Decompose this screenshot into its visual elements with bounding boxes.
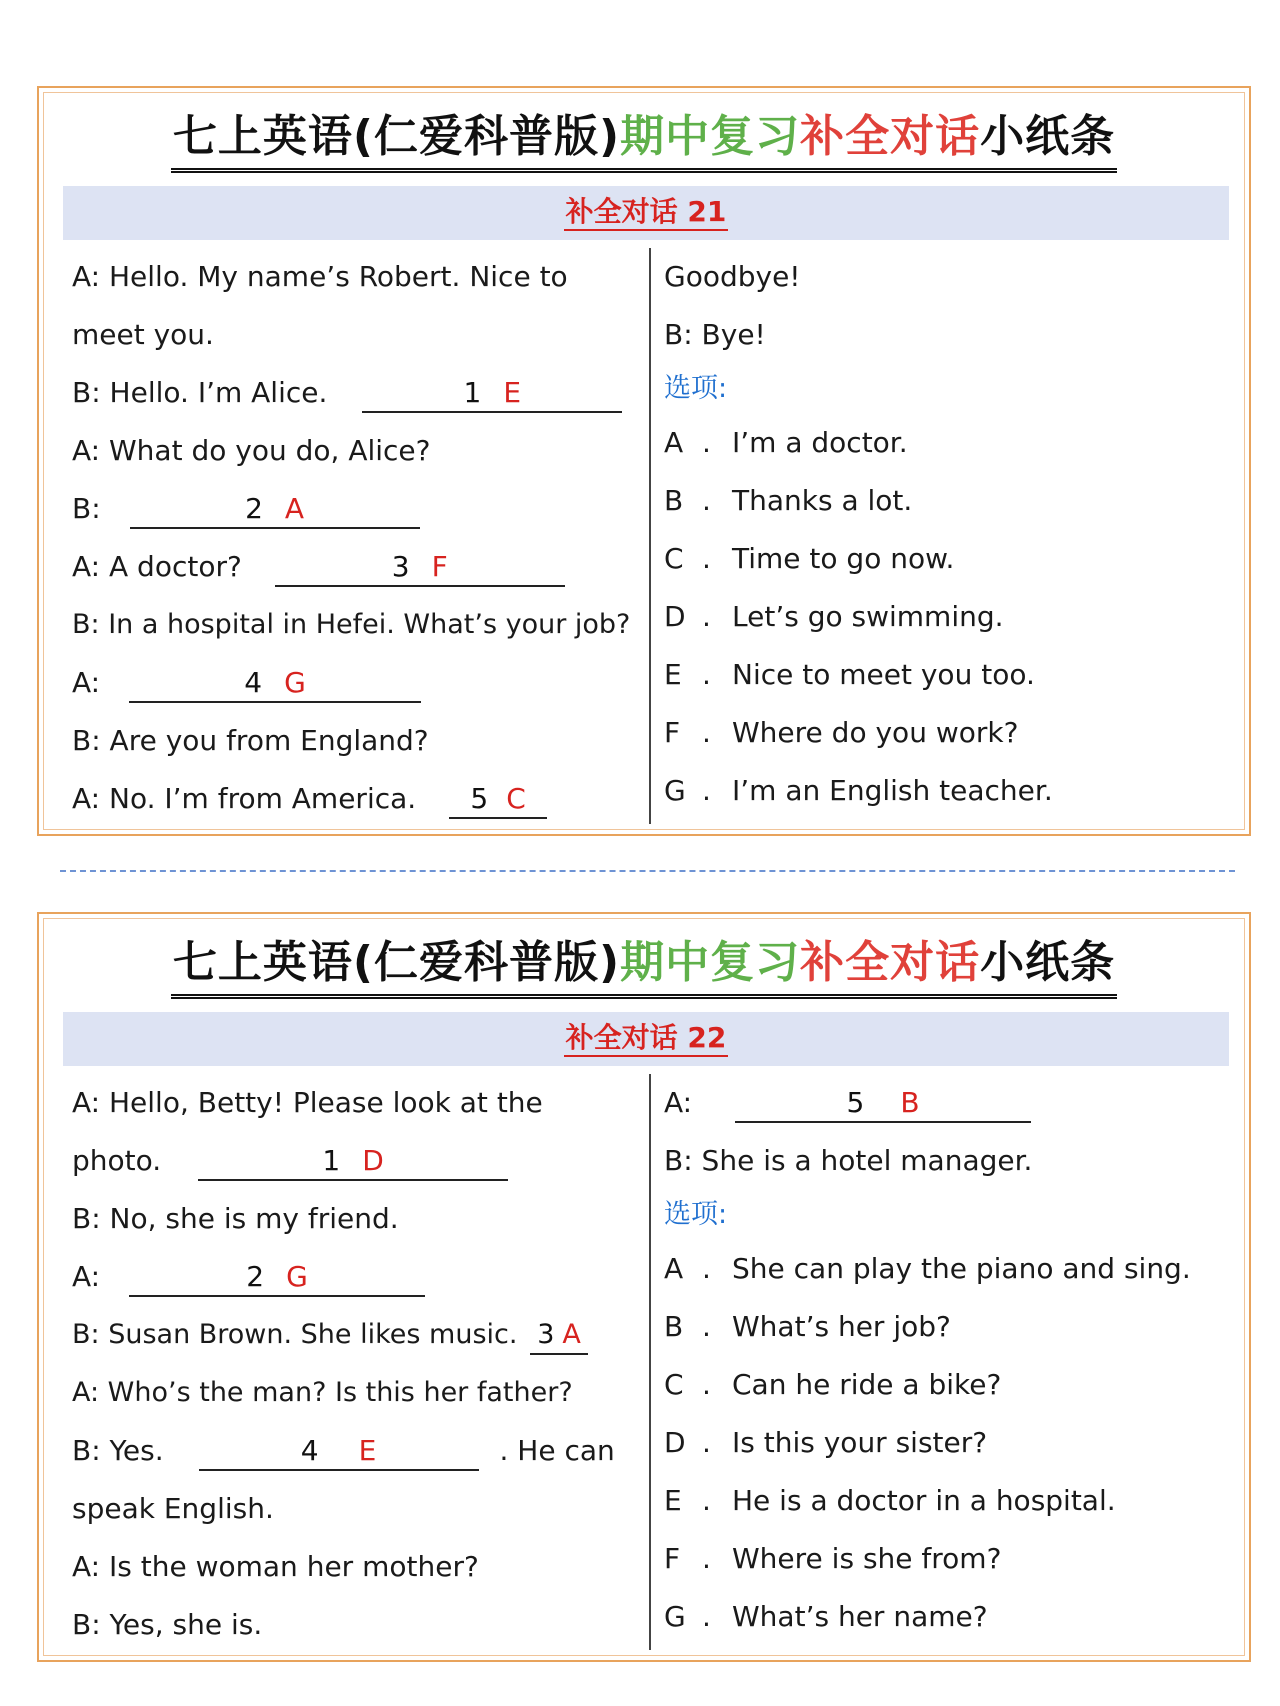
dialogue-line bbox=[72, 248, 642, 306]
answer-blank bbox=[275, 549, 565, 587]
column-divider bbox=[649, 248, 651, 824]
option-item: E . Nice to meet you too. bbox=[664, 646, 1234, 704]
dialogue-line bbox=[72, 306, 642, 364]
dialogue-line bbox=[664, 1074, 1234, 1132]
dialogue-line bbox=[72, 538, 642, 596]
dialogue-text: B: No, she is my friend. bbox=[72, 1202, 399, 1235]
options-heading: 选项: bbox=[664, 1199, 728, 1230]
option-text: Thanks a lot. bbox=[732, 484, 913, 517]
option-letter: C bbox=[664, 542, 684, 575]
dialogue-text: B: Bye! bbox=[664, 318, 766, 351]
dialogue-line bbox=[72, 596, 642, 654]
subtitle-bar bbox=[63, 1012, 1229, 1066]
option-text: She can play the piano and sing. bbox=[732, 1252, 1191, 1285]
blank-answer: E bbox=[503, 376, 522, 409]
dialogue-column bbox=[72, 1074, 642, 1654]
dialogue-text: B: She is a hotel manager. bbox=[664, 1144, 1033, 1177]
dialogue-line bbox=[664, 248, 1234, 306]
dialogue-line bbox=[664, 306, 1234, 364]
answer-blank bbox=[449, 781, 547, 819]
dialogue-column bbox=[72, 248, 642, 828]
dialogue-text: B: bbox=[72, 492, 101, 525]
blank-number: 1 bbox=[463, 376, 482, 409]
option-item: A . She can play the piano and sing. bbox=[664, 1240, 1234, 1298]
title-part-3: 补全对话 bbox=[800, 111, 981, 162]
dialogue-text: B: Susan Brown. She likes music. bbox=[72, 1319, 518, 1350]
blank-answer: C bbox=[506, 782, 526, 815]
dialogue-text: speak English. bbox=[72, 1492, 274, 1525]
subtitle-bar bbox=[63, 186, 1229, 240]
dialogue-line bbox=[72, 1364, 642, 1422]
card-title bbox=[39, 934, 1249, 999]
option-letter: C bbox=[664, 1368, 684, 1401]
dialogue-text: B: Yes. bbox=[72, 1434, 164, 1467]
answer-blank bbox=[362, 375, 622, 413]
option-item: G . I’m an English teacher. bbox=[664, 762, 1234, 820]
option-letter: G bbox=[664, 774, 686, 807]
dialogue-line bbox=[72, 1596, 642, 1654]
dialogue-line bbox=[72, 364, 642, 422]
dialogue-line bbox=[72, 770, 642, 828]
options-heading: 选项: bbox=[664, 373, 728, 404]
option-letter: F bbox=[664, 716, 681, 749]
dialogue-number: 补全对话 21 bbox=[564, 195, 729, 231]
answer-blank bbox=[129, 1259, 425, 1297]
blank-number: 2 bbox=[245, 492, 263, 525]
dialogue-line bbox=[664, 1132, 1234, 1190]
blank-number: 3 bbox=[537, 1319, 555, 1350]
blank-number: 4 bbox=[244, 666, 263, 699]
answer-blank bbox=[199, 1433, 479, 1471]
dialogue-line bbox=[72, 1306, 642, 1364]
dialogue-text: A: What do you do, Alice? bbox=[72, 434, 431, 467]
dialogue-text: A: Hello. My name’s Robert. Nice to bbox=[72, 260, 568, 293]
blank-answer: E bbox=[358, 1434, 377, 1467]
dialogue-text: B: Hello. I’m Alice. bbox=[72, 376, 328, 409]
title-part-4: 小纸条 bbox=[980, 111, 1116, 162]
option-item: D . Let’s go swimming. bbox=[664, 588, 1234, 646]
option-item: C . Can he ride a bike? bbox=[664, 1356, 1234, 1414]
dialogue-text: A: No. I’m from America. bbox=[72, 782, 417, 815]
options-column bbox=[664, 1074, 1234, 1646]
blank-answer: G bbox=[286, 1260, 308, 1293]
blank-answer: A bbox=[562, 1319, 581, 1350]
option-letter: B bbox=[664, 484, 684, 517]
blank-answer: F bbox=[431, 550, 448, 583]
option-text: Where do you work? bbox=[732, 716, 1019, 749]
option-item: C . Time to go now. bbox=[664, 530, 1234, 588]
worksheet-card-21 bbox=[37, 86, 1251, 836]
title-part-2: 期中复习 bbox=[620, 111, 801, 162]
option-letter: E bbox=[664, 1484, 682, 1517]
answer-blank bbox=[735, 1085, 1031, 1123]
answer-blank bbox=[198, 1143, 508, 1181]
blank-answer: B bbox=[900, 1086, 920, 1119]
option-item: D . Is this your sister? bbox=[664, 1414, 1234, 1472]
dialogue-text: A: bbox=[664, 1086, 693, 1119]
dialogue-text-after: . He can bbox=[499, 1434, 615, 1467]
option-text: Time to go now. bbox=[732, 542, 955, 575]
dialogue-number: 补全对话 22 bbox=[564, 1021, 729, 1057]
title-part-1: 七上英语(仁爱科普版) bbox=[172, 937, 621, 988]
dialogue-line bbox=[72, 422, 642, 480]
dialogue-text: photo. bbox=[72, 1144, 162, 1177]
option-letter: B bbox=[664, 1310, 684, 1343]
dialogue-line bbox=[72, 1480, 642, 1538]
option-letter: E bbox=[664, 658, 682, 691]
title-part-3: 补全对话 bbox=[800, 937, 981, 988]
option-item: F . Where do you work? bbox=[664, 704, 1234, 762]
option-text: Let’s go swimming. bbox=[732, 600, 1004, 633]
blank-number: 4 bbox=[300, 1434, 319, 1467]
option-item: A . I’m a doctor. bbox=[664, 414, 1234, 472]
dialogue-text: A: A doctor? bbox=[72, 550, 242, 583]
answer-blank bbox=[530, 1317, 588, 1355]
answer-blank bbox=[130, 491, 420, 529]
worksheet-card-22 bbox=[37, 912, 1251, 1662]
dialogue-line bbox=[72, 480, 642, 538]
title-part-2: 期中复习 bbox=[620, 937, 801, 988]
dialogue-line bbox=[72, 1074, 642, 1132]
dialogue-line bbox=[72, 1538, 642, 1596]
dialogue-text: A: Is the woman her mother? bbox=[72, 1550, 479, 1583]
title-part-4: 小纸条 bbox=[980, 937, 1116, 988]
blank-number: 1 bbox=[322, 1144, 341, 1177]
option-letter: D bbox=[664, 1426, 686, 1459]
blank-answer: A bbox=[284, 492, 305, 525]
column-divider bbox=[649, 1074, 651, 1650]
option-text: What’s her job? bbox=[732, 1310, 951, 1343]
answer-blank bbox=[129, 665, 421, 703]
option-item: B . What’s her job? bbox=[664, 1298, 1234, 1356]
dialogue-line bbox=[72, 1248, 642, 1306]
option-letter: G bbox=[664, 1600, 686, 1633]
dialogue-line bbox=[72, 1422, 642, 1480]
dialogue-text: A: Hello, Betty! Please look at the bbox=[72, 1086, 543, 1119]
dialogue-text: B: Yes, she is. bbox=[72, 1608, 263, 1641]
dialogue-line bbox=[72, 654, 642, 712]
dialogue-text: Goodbye! bbox=[664, 260, 801, 293]
card-title bbox=[39, 108, 1249, 173]
option-item: F . Where is she from? bbox=[664, 1530, 1234, 1588]
dialogue-text: B: Are you from England? bbox=[72, 724, 429, 757]
option-text: Where is she from? bbox=[732, 1542, 1002, 1575]
option-item: B . Thanks a lot. bbox=[664, 472, 1234, 530]
option-text: Can he ride a bike? bbox=[732, 1368, 1002, 1401]
blank-number: 5 bbox=[470, 782, 489, 815]
dashed-separator bbox=[60, 870, 1235, 872]
title-part-1: 七上英语(仁爱科普版) bbox=[172, 111, 621, 162]
blank-number: 5 bbox=[846, 1086, 865, 1119]
dialogue-text: A: bbox=[72, 1260, 101, 1293]
blank-number: 2 bbox=[246, 1260, 265, 1293]
option-item: E . He is a doctor in a hospital. bbox=[664, 1472, 1234, 1530]
blank-answer: D bbox=[362, 1144, 384, 1177]
dialogue-line bbox=[72, 712, 642, 770]
blank-number: 3 bbox=[391, 550, 410, 583]
option-text: Is this your sister? bbox=[732, 1426, 988, 1459]
option-item: G . What’s her name? bbox=[664, 1588, 1234, 1646]
option-letter: A bbox=[664, 426, 684, 459]
option-text: I’m an English teacher. bbox=[732, 774, 1053, 807]
options-column bbox=[664, 248, 1234, 820]
option-text: What’s her name? bbox=[732, 1600, 988, 1633]
option-letter: A bbox=[664, 1252, 684, 1285]
dialogue-text: meet you. bbox=[72, 318, 214, 351]
option-text: I’m a doctor. bbox=[732, 426, 908, 459]
dialogue-text: A: Who’s the man? Is this her father? bbox=[72, 1377, 573, 1408]
dialogue-line bbox=[72, 1190, 642, 1248]
option-text: He is a doctor in a hospital. bbox=[732, 1484, 1116, 1517]
blank-answer: G bbox=[284, 666, 306, 699]
option-letter: D bbox=[664, 600, 686, 633]
dialogue-text: A: bbox=[72, 666, 101, 699]
dialogue-line bbox=[72, 1132, 642, 1190]
option-text: Nice to meet you too. bbox=[732, 658, 1035, 691]
option-letter: F bbox=[664, 1542, 681, 1575]
dialogue-text: B: In a hospital in Hefei. What’s your job? bbox=[72, 609, 631, 640]
